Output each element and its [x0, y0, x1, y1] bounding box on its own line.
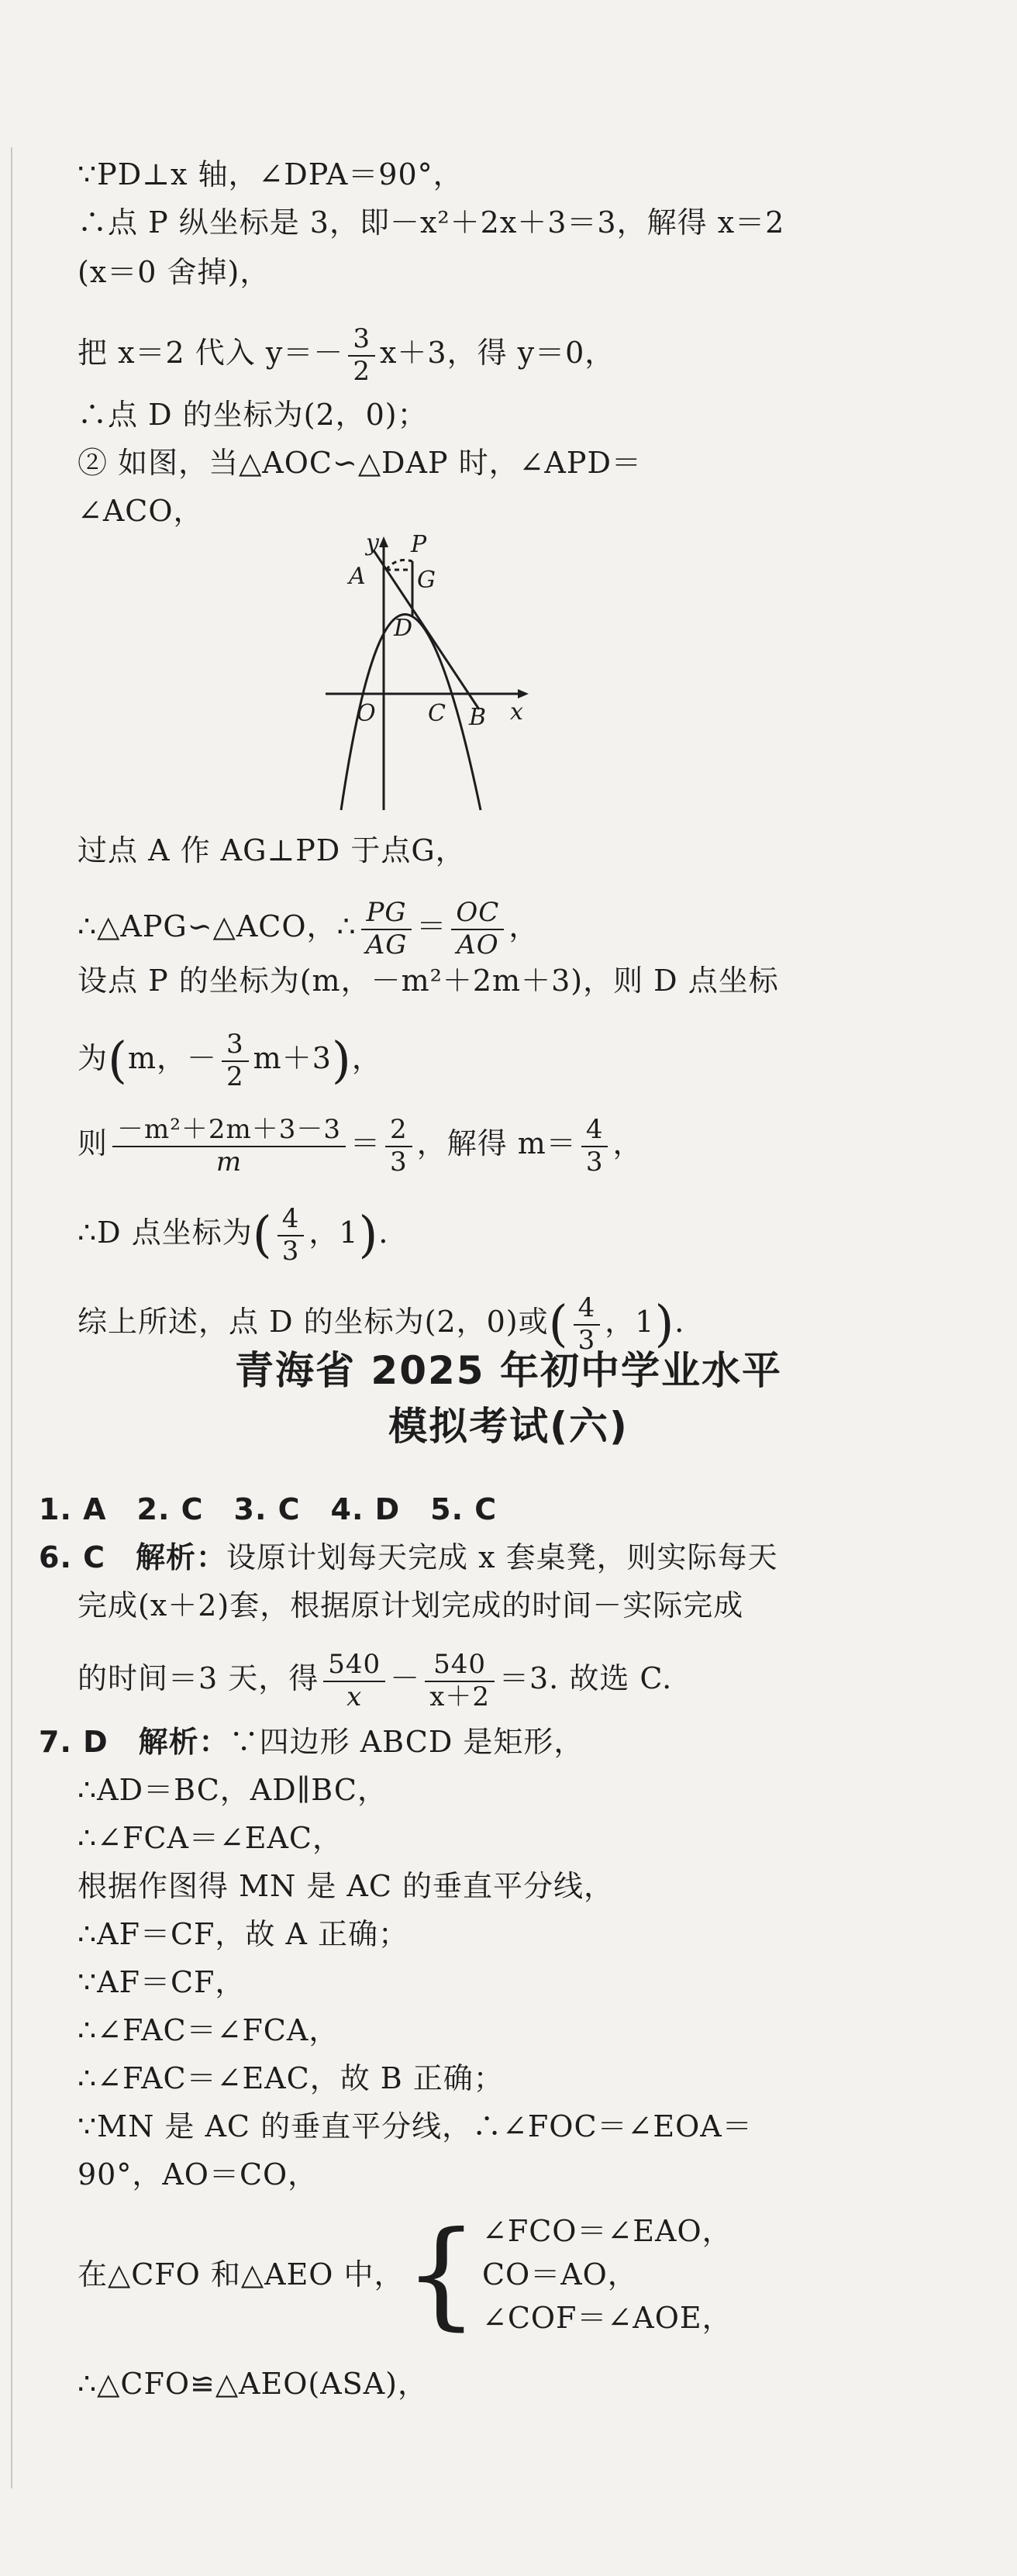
text-line: ∴D 点坐标为( $\frac{4}{3}$ ，1)． [78, 1203, 409, 1267]
answer-line: 6. C 解析：设原计划每天完成 x 套桌凳，则实际每天 [39, 1540, 778, 1574]
label-a: A [349, 563, 366, 590]
label-o: O [357, 700, 376, 727]
label-x: x [510, 698, 523, 726]
text-line: 设点 P 的坐标为(m，－m²＋2m＋3)，则 D 点坐标 [78, 964, 779, 998]
answer-line: ∴∠FAC＝∠EAC，故 B 正确； [78, 2061, 504, 2095]
label-d: D [394, 615, 413, 642]
fraction: $\frac{OC}{AO}$ [451, 899, 504, 959]
label-c: C [428, 700, 446, 727]
text-line: 为(m，－ $\frac{3}{2}$ m＋3)， [78, 1029, 382, 1092]
fraction: $\frac{3}{2}$ [222, 1031, 249, 1091]
label-b: B [469, 704, 487, 731]
text-line: ∴点 P 纵坐标是 3，即－x²＋2x＋3＝3，解得 x＝2 [78, 205, 785, 240]
fraction: $\frac{\text{－m²＋2m＋3－3}}{m}$ [112, 1116, 346, 1176]
answer-line: ∴∠FAC＝∠FCA， [78, 2013, 340, 2047]
text-line: 过点 A 作 AG⊥PD 于点G， [78, 833, 466, 867]
answer-line: ∵AF＝CF， [78, 1965, 246, 1999]
answer-line: 7. D 解析：∵四边形 ABCD 是矩形， [39, 1725, 584, 1759]
answer-line: 1. A 2. C 3. C 4. D 5. C [39, 1492, 498, 1526]
answer-line: ∴△CFO≌△AEO(ASA)， [78, 2367, 428, 2401]
answer-line: ∴AF＝CF，故 A 正确； [78, 1917, 409, 1951]
segment-ap [386, 560, 412, 570]
fraction: $\frac{4}{3}$ [574, 1295, 601, 1354]
answer-line: 90°，AO＝CO， [78, 2157, 319, 2191]
text-line: ∴△APG∽△ACO，∴ $\frac{PG}{AG}$ ＝ $\frac{OC}{AO}$ ， [78, 897, 540, 960]
text-line: 则 $\frac{\text{－m²＋2m＋3－3}}{m}$ ＝ $\frac{2}{3}$ ，解得 m＝ $\frac{4}{3}$ ， [78, 1114, 643, 1178]
answer-line: 在△CFO 和△AEO 中，{ ∠FCO＝∠EAO， CO＝AO， ∠COF＝∠AOE， [78, 2207, 733, 2342]
text-line: ② 如图，当△AOC∽△DAP 时，∠APD＝ [78, 446, 642, 480]
fraction: $\frac{4}{3}$ [278, 1205, 305, 1265]
label-g: G [417, 567, 436, 594]
fraction: $\frac{PG}{AG}$ [361, 899, 412, 959]
brace-system: { ∠FCO＝∠EAO， CO＝AO， ∠COF＝∠AOE， [404, 2207, 733, 2342]
fraction: $\frac{2}{3}$ [385, 1116, 412, 1176]
answer-line: ∵MN 是 AC 的垂直平分线，∴∠FOC＝∠EOA＝ [78, 2109, 753, 2143]
label-p: P [411, 535, 427, 558]
exam-subtitle: 模拟考试(六) [388, 1404, 629, 1449]
text-line: ∵PD⊥x 轴，∠DPA＝90°， [78, 157, 464, 191]
answer-line: ∴∠FCA＝∠EAC， [78, 1821, 343, 1855]
label-y: y [366, 535, 379, 557]
text-line: ∠ACO， [78, 494, 204, 528]
margin-line [11, 147, 12, 2488]
fraction: $\frac{540}{x}$ [323, 1651, 385, 1711]
parabola-figure [310, 535, 543, 822]
answer-line: 的时间＝3 天，得 $\frac{540}{x}$ － $\frac{540}{x+2}$ ＝3. 故选 C. [78, 1649, 673, 1712]
text-line: 综上所述，点 D 的坐标为(2，0)或( $\frac{4}{3}$ ，1)． [78, 1292, 705, 1356]
answer-line: 完成(x＋2)套，根据原计划完成的时间－实际完成 [78, 1588, 744, 1623]
fraction: $\frac{540}{x+2}$ [425, 1651, 495, 1711]
text-line: 把 x＝2 代入 y＝－ $\frac{3}{2}$ x＋3，得 y＝0， [78, 323, 615, 387]
answer-line: 根据作图得 MN 是 AC 的垂直平分线， [78, 1869, 614, 1903]
text-line: (x＝0 舍掉)， [78, 255, 271, 289]
fraction: $\frac{3}{2}$ [348, 326, 375, 385]
fraction: $\frac{4}{3}$ [581, 1116, 608, 1176]
text-line: ∴点 D 的坐标为(2，0)； [78, 398, 428, 432]
exam-title: 青海省 2025 年初中学业水平 [235, 1348, 782, 1393]
answer-line: ∴AD＝BC，AD∥BC， [78, 1773, 388, 1807]
